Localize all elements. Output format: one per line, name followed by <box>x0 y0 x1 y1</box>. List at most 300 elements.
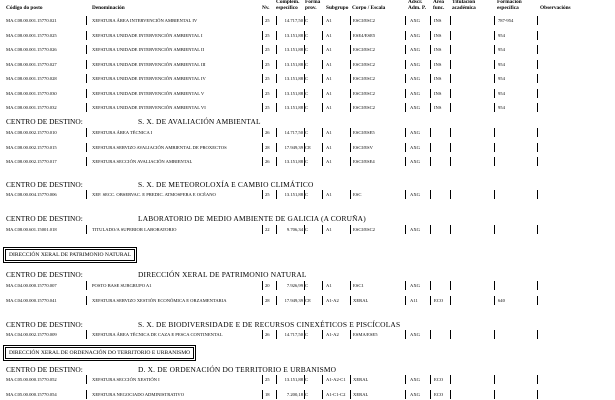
column-divider <box>537 60 538 69</box>
column-divider <box>86 45 87 54</box>
cell-subgrupo: A1-C1-C2 <box>326 391 346 397</box>
column-divider <box>350 16 351 25</box>
column-divider <box>430 190 431 199</box>
column-divider <box>322 60 323 69</box>
column-divider <box>494 296 495 305</box>
cell-codigo: MA.C08.00.001.15770.026 <box>6 47 57 52</box>
column-divider <box>405 190 406 199</box>
column-divider <box>276 190 277 199</box>
cell-adscr: AXG <box>410 90 420 96</box>
cell-forma: C <box>305 18 309 23</box>
column-divider <box>537 225 538 234</box>
cell-corpo: ESCI/ESC2 <box>353 227 375 232</box>
column-divider <box>494 45 495 54</box>
table-row <box>0 31 615 40</box>
cell-adscr: AXG <box>410 332 420 337</box>
column-divider <box>450 281 451 290</box>
column-divider <box>405 31 406 40</box>
column-divider <box>276 296 277 305</box>
column-divider <box>276 157 277 166</box>
column-divider <box>405 296 406 305</box>
column-divider <box>262 89 263 98</box>
centro-label: CENTRO DE DESTINO: <box>6 320 83 329</box>
col-header-observacions: Observacións <box>540 5 571 11</box>
column-divider <box>276 31 277 40</box>
cell-adscr: AXG <box>410 130 420 135</box>
cell-corpo: XERAL <box>353 391 369 397</box>
cell-subgrupo: A1 <box>326 144 332 150</box>
cell-denominacion: XEFATURA UNIDADE INTERVENCIÓN AMBIENTAL IV <box>92 76 206 81</box>
cell-forma: C <box>305 227 309 232</box>
cell-complemento: 14.717,50 <box>284 130 303 135</box>
cell-adscr: AXG <box>410 283 420 288</box>
column-divider <box>430 296 431 305</box>
column-divider <box>276 281 277 290</box>
cell-corpo: ESCI/ESE4 <box>353 159 375 164</box>
col-header-area-2: func. <box>433 5 445 11</box>
cell-formacion: 954 <box>498 47 505 52</box>
column-divider <box>405 225 406 234</box>
cell-corpo: ESC1 <box>353 283 364 288</box>
col-header-codigo: Código do posto <box>6 5 43 11</box>
cell-adscr: A11 <box>410 297 418 303</box>
cell-codigo: MA.C08.00.001.15770.028 <box>6 76 57 81</box>
column-divider <box>494 330 495 339</box>
cell-formacion: 954 <box>498 32 505 38</box>
cell-subgrupo: A1 <box>326 192 332 197</box>
column-divider <box>537 89 538 98</box>
col-header-titulacion-2: académica <box>452 5 476 11</box>
cell-complemento: 14.717,50 <box>284 18 303 23</box>
cell-complemento: 7.926,99 <box>286 283 303 288</box>
table-row <box>0 103 615 112</box>
column-divider <box>350 45 351 54</box>
column-divider <box>537 45 538 54</box>
column-divider <box>350 190 351 199</box>
cell-adscr: AXG <box>410 377 420 382</box>
cell-denominacion: XEFATURA UNIDADE INTERVENCIÓN AMBIENTAL II <box>92 47 205 52</box>
column-divider <box>276 45 277 54</box>
column-divider <box>276 143 277 152</box>
cell-nivel: 25 <box>265 377 270 382</box>
column-divider <box>430 31 431 40</box>
table-row <box>0 390 615 399</box>
column-divider <box>450 74 451 83</box>
column-divider <box>262 157 263 166</box>
cell-formacion: 954 <box>498 90 505 96</box>
centro-label: CENTRO DE DESTINO: <box>6 365 83 374</box>
column-divider <box>86 16 87 25</box>
column-divider <box>276 390 277 399</box>
column-divider <box>350 60 351 69</box>
column-divider <box>350 157 351 166</box>
column-divider <box>537 190 538 199</box>
cell-adscr: AXG <box>410 144 420 150</box>
column-divider <box>537 31 538 40</box>
column-divider <box>262 281 263 290</box>
cell-area: ECO <box>434 297 444 303</box>
cell-nivel: 25 <box>265 18 270 23</box>
cell-denominacion: XEFATURA SECCIÓN AVALIACIÓN AMBIENTAL <box>92 159 193 164</box>
cell-codigo: MA.C08.00.601.15001.018 <box>6 227 57 232</box>
column-divider <box>276 74 277 83</box>
column-divider <box>276 60 277 69</box>
column-divider <box>276 89 277 98</box>
cell-complemento: 9.706,34 <box>286 227 303 232</box>
column-divider <box>262 31 263 40</box>
cell-corpo: ESCI/ESE5 <box>353 130 375 135</box>
cell-corpo: ESE4/ESE5 <box>353 32 376 38</box>
column-divider <box>494 31 495 40</box>
cell-subgrupo: A1-A2 <box>326 297 339 303</box>
column-divider <box>322 89 323 98</box>
cell-subgrupo: A1 <box>326 32 332 38</box>
column-divider <box>494 281 495 290</box>
cell-subgrupo: A1 <box>326 47 332 52</box>
cell-adscr: AXG <box>410 47 420 52</box>
cell-corpo: ESC <box>353 192 362 197</box>
column-divider <box>322 281 323 290</box>
column-divider <box>322 103 323 112</box>
cell-corpo: ESCI/ESC2 <box>353 61 375 67</box>
column-divider <box>86 225 87 234</box>
column-divider <box>450 157 451 166</box>
cell-complemento: 17.949,39 <box>284 297 303 303</box>
column-divider <box>537 128 538 137</box>
table-row <box>0 330 615 339</box>
column-divider <box>86 103 87 112</box>
cell-subgrupo: A1 <box>326 159 332 164</box>
centro-name: D. X. DE ORDENACIÓN DO TERRITORIO E URBANISMO <box>138 365 337 374</box>
table-row <box>0 45 615 54</box>
column-divider <box>262 60 263 69</box>
col-header-denominacion: Denominación <box>92 5 125 11</box>
direccion-box: DIRECCIÓN XERAL DE ORDENACIÓN DO TERRITORIO E URBANISMO <box>5 347 194 359</box>
column-divider <box>262 128 263 137</box>
column-divider <box>86 330 87 339</box>
cell-area: ECO <box>434 391 444 397</box>
column-divider <box>430 74 431 83</box>
col-header-forma-1: Forma <box>305 0 321 5</box>
cell-nivel: 26 <box>265 130 270 135</box>
cell-denominacion: XEFATURA UNIDADE INTERVENCIÓN AMBIENTAL I <box>92 32 203 38</box>
cell-corpo: ESMA/ESE5 <box>353 332 378 337</box>
column-divider <box>322 296 323 305</box>
cell-denominacion: XEFATURA SERVIZO AVALIACIÓN AMBIENTAL DE PROXECTOS <box>92 144 227 150</box>
cell-area: INS <box>434 32 442 38</box>
column-divider <box>537 281 538 290</box>
column-divider <box>262 190 263 199</box>
cell-subgrupo: A1-A2-C1 <box>326 377 346 382</box>
column-divider <box>322 375 323 384</box>
table-row <box>0 157 615 166</box>
cell-subgrupo: A1 <box>326 283 332 288</box>
column-divider <box>262 225 263 234</box>
cell-corpo: ESCI/ESV <box>353 144 373 150</box>
cell-forma: C <box>305 32 309 38</box>
cell-adscr: AXG <box>410 76 420 81</box>
cell-nivel: 26 <box>265 332 270 337</box>
centro-name: S. X. DE AVALIACIÓN AMBIENTAL <box>138 117 261 126</box>
column-divider <box>276 375 277 384</box>
column-divider <box>430 45 431 54</box>
cell-denominacion: TITULADO/A SUPERIOR LABORATORIO <box>92 227 177 232</box>
column-divider <box>322 190 323 199</box>
column-divider <box>262 296 263 305</box>
cell-forma: C <box>305 90 309 96</box>
column-divider <box>430 89 431 98</box>
cell-corpo: ESCI/ESC2 <box>353 47 375 52</box>
cell-codigo: MA.C08.00.001.15770.030 <box>6 90 57 96</box>
column-divider <box>86 143 87 152</box>
column-divider <box>494 143 495 152</box>
column-divider <box>86 375 87 384</box>
column-divider <box>405 330 406 339</box>
cell-nivel: 25 <box>265 90 270 96</box>
column-divider <box>322 225 323 234</box>
cell-corpo: ESCI/ESC2 <box>353 90 375 96</box>
cell-forma: C <box>305 130 309 135</box>
table-row <box>0 375 615 384</box>
column-divider <box>450 16 451 25</box>
column-divider <box>450 45 451 54</box>
cell-nivel: 28 <box>265 144 270 150</box>
column-divider <box>494 103 495 112</box>
table-row <box>0 143 615 152</box>
cell-complemento: 13.151,88 <box>284 90 303 96</box>
cell-codigo: MA.C04.00.000.15770.041 <box>6 297 57 303</box>
column-divider <box>450 375 451 384</box>
column-divider <box>430 281 431 290</box>
column-divider <box>405 45 406 54</box>
column-divider <box>276 330 277 339</box>
cell-denominacion: XEFATURA ÁREA TÉCNICA I <box>92 130 153 135</box>
centro-name: LABORATORIO DE MEDIO AMBIENTE DE GALICIA (A CORUÑA) <box>138 214 366 223</box>
column-divider <box>430 143 431 152</box>
column-divider <box>322 143 323 152</box>
cell-adscr: AXG <box>410 18 420 23</box>
cell-complemento: 13.151,88 <box>284 32 303 38</box>
column-divider <box>537 143 538 152</box>
cell-area: INS <box>434 105 442 110</box>
column-divider <box>322 128 323 137</box>
cell-area: INS <box>434 76 442 81</box>
cell-nivel: 26 <box>265 159 270 164</box>
cell-codigo: MA.C05.00.000.15770.052 <box>6 377 57 382</box>
column-divider <box>430 103 431 112</box>
column-divider <box>322 16 323 25</box>
column-divider <box>450 296 451 305</box>
cell-denominacion: XEFATURA SECCIÓN XESTIÓN I <box>92 377 160 382</box>
column-divider <box>86 128 87 137</box>
cell-subgrupo: A1 <box>326 76 332 81</box>
column-divider <box>405 128 406 137</box>
column-divider <box>86 31 87 40</box>
cell-adscr: AXG <box>410 105 420 110</box>
centro-name: S. X. DE BIODIVERSIDADE E DE RECURSOS CINEXÉTICOS E PISCÍCOLAS <box>138 320 401 329</box>
column-divider <box>494 89 495 98</box>
cell-subgrupo: A1 <box>326 90 332 96</box>
cell-complemento: 13.151,88 <box>284 47 303 52</box>
column-divider <box>537 375 538 384</box>
cell-complemento: 13.151,88 <box>284 192 303 197</box>
table-row <box>0 89 615 98</box>
column-divider <box>405 60 406 69</box>
table-row <box>0 225 615 234</box>
column-divider <box>405 390 406 399</box>
column-divider <box>405 375 406 384</box>
cell-nivel: 22 <box>265 227 270 232</box>
cell-forma: C <box>305 61 309 67</box>
column-divider <box>430 225 431 234</box>
col-header-adscr-2: Adm. P. <box>408 5 426 11</box>
column-divider <box>430 16 431 25</box>
column-divider <box>322 45 323 54</box>
column-divider <box>494 225 495 234</box>
cell-complemento: 13.151,88 <box>284 61 303 67</box>
column-divider <box>430 128 431 137</box>
column-divider <box>350 296 351 305</box>
cell-nivel: 25 <box>265 105 270 110</box>
column-divider <box>537 16 538 25</box>
column-divider <box>494 157 495 166</box>
cell-nivel: 25 <box>265 47 270 52</box>
column-divider <box>322 157 323 166</box>
cell-adscr: AXG <box>410 391 420 397</box>
column-divider <box>276 16 277 25</box>
cell-denominacion: XEF. SECC. OBSERVAC. E PREDIC. ATMOSFERA E OCÉANO <box>92 192 216 197</box>
cell-codigo: MA.C04.00.000.15770.007 <box>6 283 57 288</box>
column-divider <box>350 143 351 152</box>
cell-adscr: AXG <box>410 32 420 38</box>
column-divider <box>450 60 451 69</box>
table-row <box>0 296 615 305</box>
column-divider <box>537 390 538 399</box>
column-divider <box>494 375 495 384</box>
column-divider <box>494 16 495 25</box>
cell-nivel: 18 <box>265 391 270 397</box>
cell-nivel: 20 <box>265 283 270 288</box>
column-divider <box>350 128 351 137</box>
col-header-corpo: Corpo / Escala <box>352 5 386 11</box>
column-divider <box>276 128 277 137</box>
column-divider <box>405 143 406 152</box>
column-divider <box>350 390 351 399</box>
cell-complemento: 14.717,50 <box>284 332 303 337</box>
column-divider <box>494 60 495 69</box>
direccion-box: DIRECCIÓN XERAL DE PATRIMONIO NATURAL <box>5 249 135 261</box>
column-divider <box>450 225 451 234</box>
cell-codigo: MA.C08.00.001.15770.025 <box>6 32 57 38</box>
column-divider <box>405 103 406 112</box>
col-header-formacion-2: específica <box>497 5 519 11</box>
column-divider <box>276 225 277 234</box>
col-header-complemento-2: específico <box>276 5 298 11</box>
col-header-area-1: Área <box>433 0 445 5</box>
cell-codigo: MA.C08.00.002.15770.015 <box>6 144 57 150</box>
cell-complemento: 17.949,39 <box>284 144 303 150</box>
cell-area: INS <box>434 61 442 67</box>
cell-complemento: 13.151,88 <box>284 159 303 164</box>
cell-forma: C <box>305 76 309 81</box>
column-divider <box>494 190 495 199</box>
cell-denominacion: XEFATURA ÁREA TÉCNICA DE CAZA E PESCA CONTINENTAL <box>92 332 223 337</box>
centro-label: CENTRO DE DESTINO: <box>6 214 83 223</box>
column-divider <box>405 74 406 83</box>
cell-nivel: 25 <box>265 32 270 38</box>
cell-denominacion: XEFATURA UNIDADE INTERVENCIÓN AMBIENTAL V <box>92 90 205 96</box>
column-divider <box>350 330 351 339</box>
table-row <box>0 128 615 137</box>
column-divider <box>262 16 263 25</box>
table-row <box>0 60 615 69</box>
column-divider <box>450 89 451 98</box>
cell-adscr: AXG <box>410 61 420 67</box>
column-divider <box>405 157 406 166</box>
column-divider <box>86 157 87 166</box>
cell-complemento: 13.151,88 <box>284 377 303 382</box>
cell-adscr: AXG <box>410 159 420 164</box>
column-divider <box>86 60 87 69</box>
cell-subgrupo: A1 <box>326 227 332 232</box>
col-header-titulacion-1: Titulación <box>452 0 476 5</box>
cell-corpo: XERAL <box>353 377 369 382</box>
cell-forma: C <box>305 377 309 382</box>
column-divider <box>494 128 495 137</box>
column-divider <box>537 103 538 112</box>
column-divider <box>450 128 451 137</box>
cell-forma: C <box>305 159 309 164</box>
column-divider <box>86 296 87 305</box>
col-header-adscr-1: Adscr. <box>408 0 423 5</box>
col-header-formacion-1: Formación <box>497 0 522 5</box>
cell-forma: C <box>305 105 309 110</box>
column-divider <box>262 330 263 339</box>
column-divider <box>322 74 323 83</box>
cell-formacion: 954 <box>498 61 505 67</box>
column-divider <box>350 89 351 98</box>
cell-forma: C <box>305 47 309 52</box>
cell-complemento: 13.151,88 <box>284 76 303 81</box>
cell-forma: C <box>305 391 309 397</box>
centro-name: S. X. DE METEOROLOXÍA E CAMBIO CLIMÁTICO <box>138 180 314 189</box>
cell-complemento: 7.200,18 <box>286 391 303 397</box>
column-divider <box>430 390 431 399</box>
column-divider <box>322 330 323 339</box>
cell-forma: C <box>305 332 309 337</box>
cell-forma: C <box>305 283 309 288</box>
column-divider <box>262 143 263 152</box>
cell-forma: C <box>305 192 309 197</box>
cell-formacion: 640 <box>498 297 505 303</box>
table-row <box>0 281 615 290</box>
cell-formacion: 787-954 <box>498 18 514 23</box>
column-divider <box>86 390 87 399</box>
table-row <box>0 16 615 25</box>
column-divider <box>430 375 431 384</box>
column-divider <box>322 31 323 40</box>
centro-label: CENTRO DE DESTINO: <box>6 117 83 126</box>
column-divider <box>86 74 87 83</box>
cell-area: ECO <box>434 377 444 382</box>
column-divider <box>322 390 323 399</box>
column-divider <box>350 225 351 234</box>
cell-formacion: 954 <box>498 76 505 81</box>
column-divider <box>430 157 431 166</box>
cell-formacion: 954 <box>498 105 505 110</box>
column-divider <box>494 390 495 399</box>
column-divider <box>262 390 263 399</box>
